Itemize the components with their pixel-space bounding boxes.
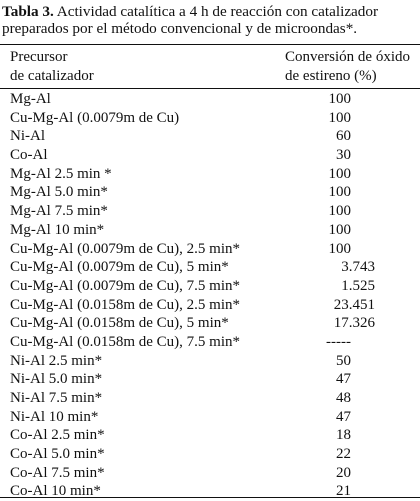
- column-header-precursor: [10, 48, 94, 86]
- table-header-rule: [0, 88, 420, 89]
- precursor-cell: Cu-Mg-Al (0.0079m de Cu), 5 min*: [10, 259, 229, 276]
- conversion-cell: -----: [326, 333, 351, 350]
- conversion-cell: 47: [336, 408, 351, 425]
- precursor-cell: Co-Al: [10, 147, 48, 164]
- conversion-cell: 30: [336, 147, 351, 164]
- table-row: [0, 90, 420, 109]
- table-row: [0, 183, 420, 202]
- table-row: [0, 370, 420, 389]
- table-row: [0, 202, 420, 221]
- conversion-cell: 1.525: [341, 277, 375, 294]
- column-header-precursor-line2: de catalizador: [10, 68, 94, 84]
- precursor-cell: Co-Al 10 min*: [10, 483, 101, 500]
- table-row: [0, 464, 420, 483]
- precursor-cell: Ni-Al 5.0 min*: [10, 371, 103, 388]
- table-caption: [2, 3, 416, 37]
- conversion-cell: 100: [328, 91, 351, 107]
- precursor-cell: Co-Al 7.5 min*: [10, 464, 105, 481]
- precursor-cell: Ni-Al: [10, 128, 45, 145]
- column-header-precursor-line1: Precursor: [10, 49, 68, 65]
- table-row: [0, 352, 420, 371]
- precursor-cell: Co-Al 2.5 min*: [10, 427, 105, 444]
- conversion-cell: 100: [328, 203, 351, 220]
- conversion-cell: 20: [336, 464, 351, 481]
- conversion-cell: 21: [336, 483, 351, 500]
- conversion-cell: 50: [336, 352, 351, 369]
- table-row: [0, 314, 420, 333]
- table-row: [0, 127, 420, 146]
- conversion-cell: 3.743: [341, 259, 375, 276]
- precursor-cell: Cu-Mg-Al (0.0079m de Cu), 2.5 min*: [10, 240, 240, 257]
- precursor-cell: Cu-Mg-Al (0.0158m de Cu), 7.5 min*: [10, 333, 240, 350]
- precursor-cell: Cu-Mg-Al (0.0079m de Cu), 7.5 min*: [10, 277, 240, 294]
- table-row: [0, 408, 420, 427]
- conversion-cell: 17.326: [333, 315, 375, 332]
- precursor-cell: Cu-Mg-Al (0.0158m de Cu), 5 min*: [10, 315, 229, 332]
- precursor-cell: Mg-Al 5.0 min*: [10, 184, 108, 201]
- table-row: [0, 146, 420, 165]
- precursor-cell: Mg-Al 10 min*: [10, 221, 105, 238]
- table-row: [0, 426, 420, 445]
- table-row: [0, 296, 420, 315]
- column-header-conversion: [285, 48, 410, 86]
- table-row: [0, 240, 420, 259]
- conversion-cell: 100: [328, 184, 351, 201]
- precursor-cell: Ni-Al 7.5 min*: [10, 390, 103, 406]
- conversion-cell: 100: [328, 109, 351, 126]
- conversion-cell: 100: [328, 165, 351, 182]
- conversion-cell: 100: [328, 240, 351, 257]
- conversion-cell: 60: [336, 128, 351, 145]
- table-row: [0, 258, 420, 277]
- column-header-conversion-line2: de estireno (%): [285, 68, 377, 84]
- table-row: [0, 221, 420, 240]
- precursor-cell: Ni-Al 2.5 min*: [10, 352, 103, 369]
- conversion-cell: 18: [336, 427, 351, 444]
- column-header-conversion-line1: Conversión de óxido: [285, 49, 410, 65]
- precursor-cell: Ni-Al 10 min*: [10, 408, 99, 425]
- table-caption-label: Tabla 3.: [2, 3, 54, 20]
- precursor-cell: Co-Al 5.0 min*: [10, 446, 105, 463]
- table-bottom-rule: [0, 497, 420, 498]
- table-row: [0, 445, 420, 464]
- conversion-cell: 48: [336, 390, 351, 406]
- table-row: [0, 482, 420, 501]
- precursor-cell: Mg-Al 7.5 min*: [10, 203, 108, 220]
- conversion-cell: 47: [336, 371, 351, 388]
- conversion-cell: 100: [328, 221, 351, 238]
- precursor-cell: Mg-Al 2.5 min *: [10, 165, 112, 182]
- table-caption-text: Actividad catalítica a 4 h de reacción con catalizador preparados por el método convencional y de microondas*.: [2, 3, 379, 37]
- precursor-cell: Cu-Mg-Al (0.0079m de Cu): [10, 109, 180, 126]
- table-row: [0, 277, 420, 296]
- precursor-cell: Cu-Mg-Al (0.0158m de Cu), 2.5 min*: [10, 296, 240, 313]
- conversion-cell: 22: [336, 446, 351, 463]
- table-row: [0, 109, 420, 128]
- table-row: [0, 389, 420, 408]
- conversion-cell: 23.451: [333, 296, 375, 313]
- table-body: [0, 90, 420, 501]
- table-top-rule: [0, 44, 420, 45]
- table-row: [0, 165, 420, 184]
- table-row: [0, 333, 420, 352]
- precursor-cell: Mg-Al: [10, 91, 51, 107]
